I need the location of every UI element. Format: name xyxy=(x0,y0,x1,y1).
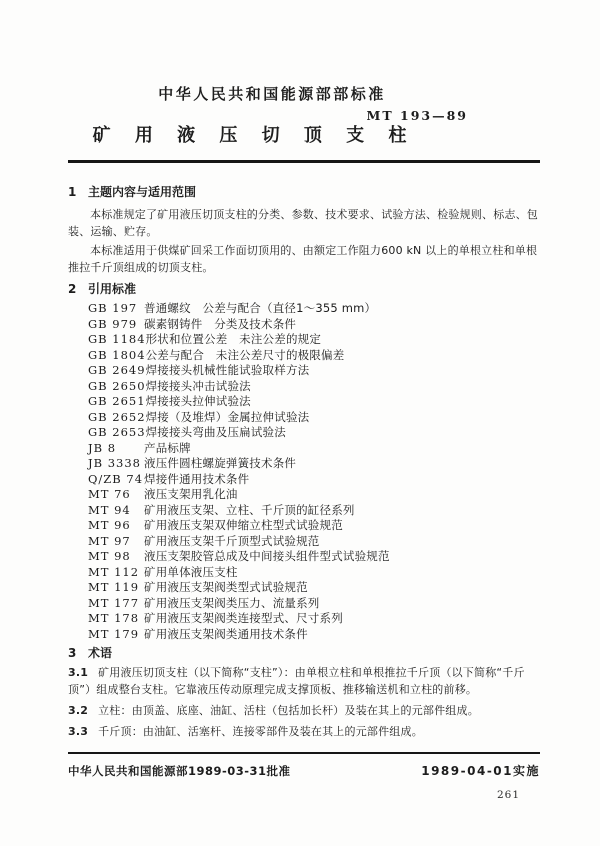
reference-row xyxy=(88,348,540,364)
section-1-paragraph-1: 本标准规定了矿用液压切顶支柱的分类、参数、技术要求、试验方法、检验规则、标志、包装、运输、贮存。 xyxy=(68,208,538,238)
reference-row xyxy=(88,549,540,565)
reference-title: 焊接（及堆焊）金属拉伸试验法 xyxy=(145,409,310,424)
reference-title: 焊接接头弯曲及压扁试验法 xyxy=(145,425,286,439)
reference-title: 矿用液压支架阀类压力、流量系列 xyxy=(144,595,320,610)
reference-row xyxy=(88,332,540,348)
reference-code: GB 2652 xyxy=(88,409,146,424)
reference-code: GB 1804 xyxy=(88,347,146,362)
term-number: 3.3 xyxy=(68,725,89,738)
reference-code: MT 98 xyxy=(88,549,131,563)
reference-row xyxy=(88,487,540,503)
section-1-heading xyxy=(68,185,540,199)
reference-title: 公差与配合 未注公差尺寸的极限偏差 xyxy=(145,347,345,362)
reference-title: 碳素钢铸件 分类及技术条件 xyxy=(144,316,297,331)
reference-row xyxy=(88,410,540,426)
reference-title: 产品标牌 xyxy=(144,440,191,455)
term-definition xyxy=(68,702,540,719)
reference-row xyxy=(88,503,540,519)
reference-code: GB 2649 xyxy=(88,363,146,377)
reference-code: MT 177 xyxy=(88,595,140,610)
term-number: 3.2 xyxy=(68,704,89,717)
reference-row xyxy=(88,425,540,441)
reference-title: 矿用液压支架双伸缩立柱型式试验规范 xyxy=(144,518,343,532)
reference-row xyxy=(88,394,540,410)
section-3-number: 3 xyxy=(68,646,77,660)
reference-title: 形状和位置公差 未注公差的规定 xyxy=(145,332,322,346)
reference-row xyxy=(88,596,540,612)
header-divider xyxy=(68,160,540,163)
reference-code: GB 2650 xyxy=(88,378,146,393)
reference-title: 矿用液压支架千斤顶型式试验规范 xyxy=(144,533,320,548)
reference-code: MT 119 xyxy=(88,580,140,594)
section-1-title: 主题内容与适用范围 xyxy=(88,185,197,199)
document-title: 矿 用 液 压 切 顶 支 柱 xyxy=(92,125,416,146)
reference-code: GB 2653 xyxy=(88,425,146,439)
reference-row xyxy=(88,472,540,488)
footer-approval-text: 中华人民共和国能源部1989-03-31批准 xyxy=(68,764,291,778)
term-definition xyxy=(68,664,540,698)
reference-row xyxy=(88,611,540,627)
reference-row xyxy=(88,379,540,395)
reference-code: GB 197 xyxy=(88,301,138,315)
reference-code: JB 3338 xyxy=(88,456,141,470)
reference-row xyxy=(88,301,540,317)
standard-number: MT 193—89 xyxy=(366,108,468,123)
reference-code: MT 96 xyxy=(88,518,131,532)
section-2-number: 2 xyxy=(68,282,77,296)
reference-title: 矿用液压支架阀类通用技术条件 xyxy=(144,626,308,641)
section-1-number: 1 xyxy=(68,185,77,199)
term-text: 矿用液压切顶支柱（以下简称“支柱”）：由单根立柱和单根推拉千斤顶（以下简称“千斤顶”）组成整台支柱。它靠液压传动原理完成支撑顶板、推移输送机和立柱的前移。 xyxy=(68,666,525,696)
reference-title: 焊接接头机械性能试验取样方法 xyxy=(145,363,310,377)
reference-title: 矿用液压支架阀类连接型式、尺寸系列 xyxy=(144,611,343,625)
section-1-paragraph-2: 本标准适用于供煤矿回采工作面切顶用的、由额定工作阻力600 kN 以上的单根立柱和单根推拉千斤顶组成的切顶支柱。 xyxy=(68,244,538,274)
reference-row xyxy=(88,317,540,333)
term-definition xyxy=(68,723,540,740)
reference-title: 矿用液压支架阀类型式试验规范 xyxy=(144,580,308,594)
section-3-heading xyxy=(68,646,540,660)
term-text: 立柱：由顶盖、底座、油缸、活柱（包括加长杆）及装在其上的元部件组成。 xyxy=(98,704,479,717)
reference-row xyxy=(88,441,540,457)
reference-code: JB 8 xyxy=(88,440,117,455)
reference-row xyxy=(88,534,540,550)
reference-title: 普通螺纹 公差与配合（直径1～355 mm） xyxy=(144,301,377,315)
reference-title: 焊接件通用技术条件 xyxy=(144,471,250,486)
reference-row xyxy=(88,565,540,581)
reference-code: GB 2651 xyxy=(88,394,146,408)
term-text: 千斤顶：由油缸、活塞杆、连接零部件及装在其上的元部件组成。 xyxy=(98,725,423,738)
reference-code: GB 1184 xyxy=(88,332,146,346)
reference-code: Q/ZB 74 xyxy=(88,471,144,486)
reference-title: 矿用单体液压支柱 xyxy=(144,564,238,579)
standard-org-label: 中华人民共和国能源部部标准 xyxy=(158,85,386,103)
reference-title: 焊接接头拉伸试验法 xyxy=(145,394,251,408)
reference-title: 矿用液压支架、立柱、千斤顶的缸径系列 xyxy=(144,502,355,517)
reference-title: 液压件圆柱螺旋弹簧技术条件 xyxy=(144,456,297,470)
reference-code: MT 97 xyxy=(88,533,131,548)
reference-row xyxy=(88,518,540,534)
reference-title: 液压支架用乳化油 xyxy=(144,487,238,501)
reference-code: MT 94 xyxy=(88,502,131,517)
section-2-heading xyxy=(68,282,540,296)
footer-divider xyxy=(68,752,540,779)
reference-row xyxy=(88,456,540,472)
reference-code: MT 112 xyxy=(88,564,140,579)
section-2-title: 引用标准 xyxy=(88,282,137,296)
document-content xyxy=(0,84,600,740)
footer-effective-text: 1989-04-01实施 xyxy=(421,764,540,778)
reference-row xyxy=(88,580,540,596)
reference-code: GB 979 xyxy=(88,316,138,331)
reference-code: MT 76 xyxy=(88,487,131,501)
reference-row xyxy=(88,363,540,379)
reference-row xyxy=(88,627,540,643)
section-3-title: 术语 xyxy=(88,646,113,660)
reference-title: 液压支架胶管总成及中间接头组件型式试验规范 xyxy=(144,549,390,563)
reference-code: MT 178 xyxy=(88,611,140,625)
footer xyxy=(68,754,540,779)
term-number: 3.1 xyxy=(68,666,89,679)
page-number: 261 xyxy=(497,789,521,801)
reference-code: MT 179 xyxy=(88,626,140,641)
reference-list xyxy=(68,301,540,642)
reference-title: 焊接接头冲击试验法 xyxy=(145,378,251,393)
